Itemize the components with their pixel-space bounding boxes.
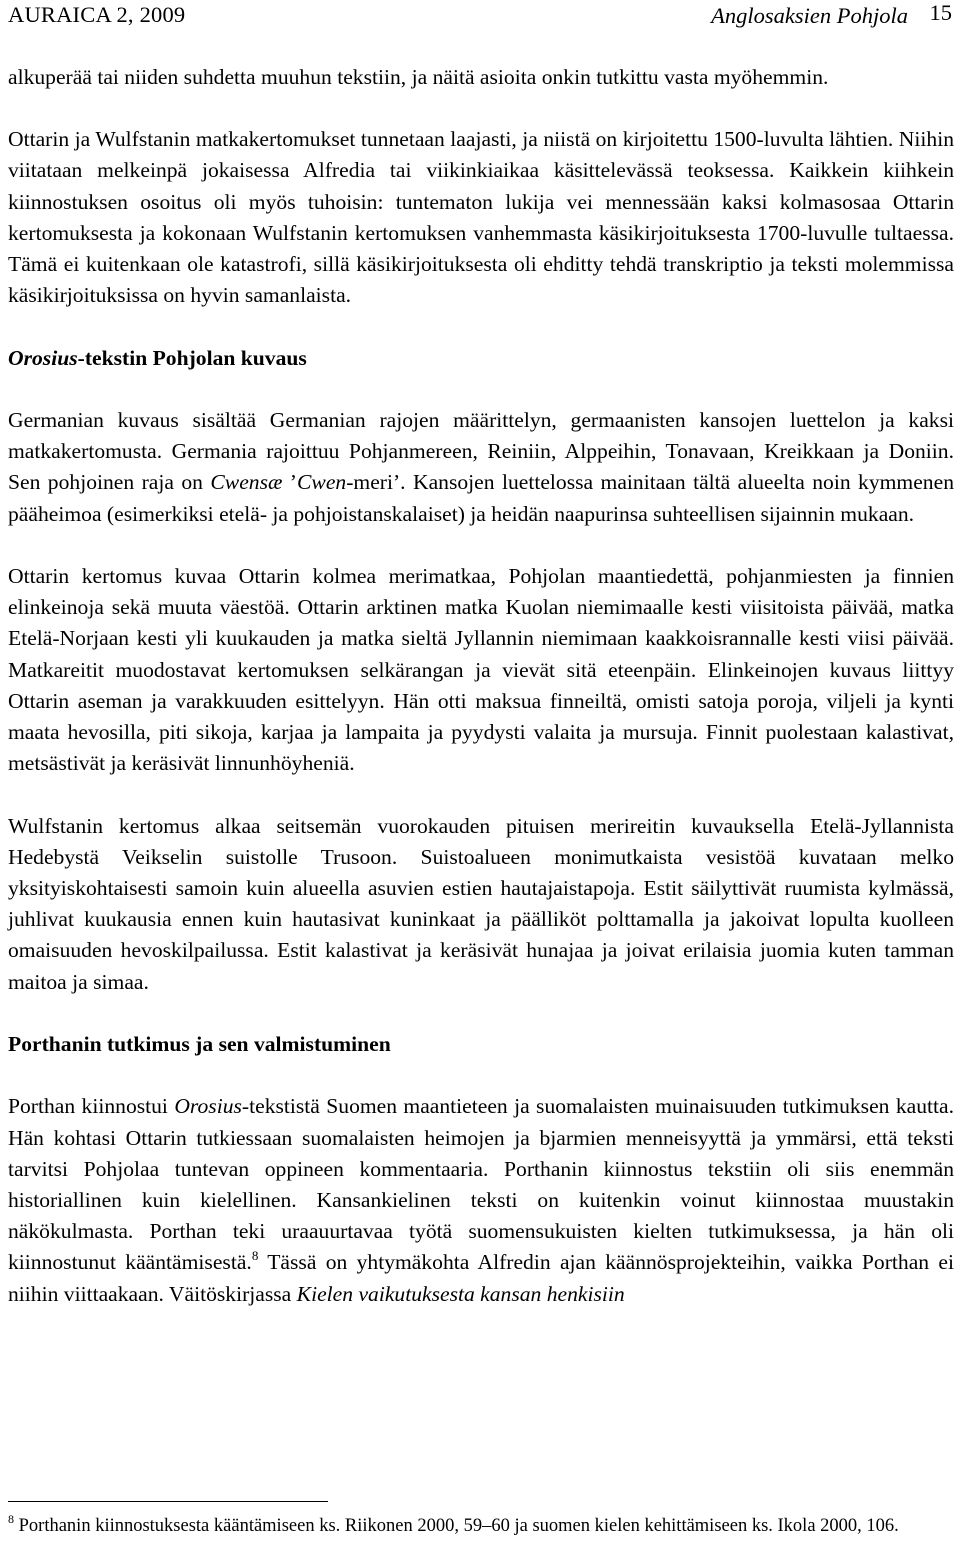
running-header: [8, 2, 954, 34]
text-run: ’: [282, 470, 298, 495]
section-heading-porthan: Porthanin tutkimus ja sen valmistuminen: [8, 1032, 391, 1057]
paragraph: Ottarin ja Wulfstanin matkakertomukset tunnetaan laajasti, ja niistä on kirjoitettu 1500-luvulta lähtien. Niihin viitataan melkeinpä jokaisessa Alfredia tai viikinkiaikaa käsittelevässä teoksessa. Kaikkein kiihkein kiinnostuksen osoitus oli myös tuhoisin: tuntematon lukija vei mennessään kaksi kolmasosaa Ottarin kertomuksesta ja kokonaan Wulfstanin kertomuksen vanhemmasta käsikirjoituksesta 1700-luvulle tultaessa. Tämä ei kuitenkaan ole katastrofi, sillä käsikirjoituksesta oli ehditty tehdä transkriptio ja teksti molemmissa käsikirjoituksissa on hyvin samanlaista.: [8, 127, 954, 308]
text-run: Porthan kiinnostui: [8, 1094, 175, 1119]
footnote-number: 8: [8, 1512, 14, 1526]
heading-italic: Orosius: [8, 345, 78, 370]
footnote-divider: [8, 1501, 328, 1502]
italic-term: Kielen vaikutuksesta kansan henkisiin: [296, 1281, 625, 1306]
footnote-text: Porthanin kiinnostuksesta kääntämiseen ks. Riikonen 2000, 59–60 ja suomen kielen kehittämiseen ks. Ikola 2000, 106.: [14, 1516, 899, 1536]
page-number: 15: [929, 0, 952, 25]
footnote: [8, 1514, 954, 1539]
paragraph: Ottarin kertomus kuvaa Ottarin kolmea merimatkaa, Pohjolan maantiedettä, pohjanmiesten ja finnien elinkeinoja sekä muuta väestöä. Ottarin arktinen matka Kuolan niemimaalle kesti viisitoista päivää, matka Etelä-Norjaan kesti yli kuukauden ja matka sieltä Jyllannin niemimaan kaakkoisrannalle kesti viisi päivää. Matkareitit muodostavat kertomuksen selkärangan ja vievät sitä eteenpäin. Elinkeinojen kuvaus liittyy Ottarin aseman ja varakkuuden esittelyyn. Hän otti maksua finneiltä, omisti satoja poroja, viljeli ja kynti maata hevosilla, piti sikoja, karjaa ja lampaita ja pyydysti valaita ja mursuja. Finnit puolestaan kalastivat, metsästivät ja keräsivät linnunhöyheniä.: [8, 564, 954, 776]
text-run: -meri’. Kansojen luettelossa mainitaan tältä alueelta noin kymmenen pääheimoa (esimerkiksi etelä- ja pohjoistanskalaiset) ja heidän naapurinsa suhteellisen sijainnin mukaan.: [8, 470, 954, 526]
paragraph: [8, 405, 954, 530]
italic-term: Orosius: [174, 1094, 242, 1119]
section-title: Anglosaksien Pohjola: [711, 3, 908, 28]
journal-title: AURAICA 2, 2009: [8, 2, 186, 27]
body-text: [8, 62, 954, 1341]
heading-text: -tekstin Pohjolan kuvaus: [77, 345, 307, 370]
text-run: -tekstistä Suomen maantieteen ja suomalaisten muinaisuuden tutkimuksen kautta. Hän kohtasi Ottarin tutkiessaan suomalaisten heimojen ja bjarmien menneisyyttä ja ymmärsi, että teksti tarvitsi Pohjolaa tuntevan oppineen kommentaaria. Porthanin kiinnostus tekstiin oli siis enemmän historiallinen kuin kielellinen. Kansankielinen teksti on kuitenkin voinut kiinnostaa muustakin näkökulmasta. Porthan teki uraauurtavaa työtä suomensukuisten kielten tutkimuksessa, ja hän oli kiinnostunut kääntämisestä.: [8, 1094, 954, 1275]
footnote-reference[interactable]: 8: [251, 1248, 259, 1264]
italic-term: Cwensæ: [210, 470, 283, 495]
section-heading-orosius: [8, 343, 954, 374]
italic-term: Cwen: [297, 470, 347, 495]
text-run: Germanian kuvaus sisältää Germanian rajojen määrittelyn, germaanisten kansojen luettelon ja kaksi matkakertomusta. Germania rajoittuu Pohjanmereen, Reiniin, Alppeihin, Tonavaan, Kreikkaan ja Doniin. Sen pohjoinen raja on: [8, 408, 954, 495]
text-run: Tässä on yhtymäkohta Alfredin ajan käännösprojekteihin, vaikka Porthan ei niihin viittaakaan. Väitöskirjassa: [8, 1250, 954, 1306]
paragraph: alkuperää tai niiden suhdetta muuhun tekstiin, ja näitä asioita onkin tutkittu vasta myöhemmin.: [8, 65, 829, 89]
paragraph: Wulfstanin kertomus alkaa seitsemän vuorokauden pituisen merireitin kuvauksella Etelä-Jyllannista Hedebystä Veikselin suistolle Trusoon. Suistoalueen monimutkaista vesistöä kuvataan melko yksityiskohtaisesti samoin kuin alueella asuvien estien hautajaistapoja. Estit säilyttivät ruumista kylmässä, juhlivat kuukausia ennen kuin hautasivat kuninkaat ja päälliköt polttamalla ja jakoivat lopulta kuolleen omaisuuden hevoskilpailussa. Estit kalastivat ja keräsivät hunajaa ja joivat erilaisia juomia kuten tamman maitoa ja simaa.: [8, 813, 954, 994]
paragraph: [8, 1091, 954, 1309]
